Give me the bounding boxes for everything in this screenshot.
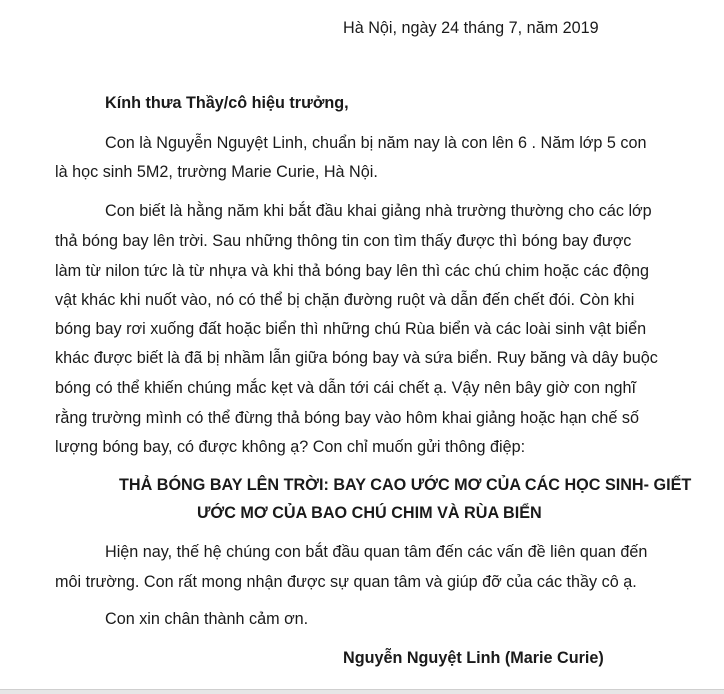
paragraph-2-line-7: bóng có thể khiến chúng mắc kẹt và dẫn tới cái chết ạ. Vậy nên bây giờ con nghĩ <box>55 379 636 397</box>
paragraph-2-line-6: khác được biết là đã bị nhầm lẫn giữa bóng bay và sứa biển. Ruy băng và dây buộc <box>55 349 658 367</box>
paragraph-2-line-8: rằng trường mình có thể đừng thả bóng bay vào hôm khai giảng hoặc hạn chế số <box>55 409 639 427</box>
paragraph-3-line-2: môi trường. Con rất mong nhận được sự quan tâm và giúp đỡ của các thầy cô ạ. <box>55 573 637 591</box>
paragraph-2-line-5: bóng bay rơi xuống đất hoặc biển thì những chú Rùa biển và các loài sinh vật biển <box>55 320 647 338</box>
paragraph-1-line-1: Con là Nguyễn Nguyệt Linh, chuẩn bị năm nay là con lên 6 . Năm lớp 5 con <box>105 134 647 152</box>
paragraph-2-line-4: vật khác khi nuốt vào, nó có thể bị chặn đường ruột và dẫn đến chết đói. Còn khi <box>55 291 635 309</box>
paragraph-2-line-3: làm từ nilon tức là từ nhựa và khi thả bóng bay lên thì các chú chim hoặc các động <box>55 262 650 280</box>
paragraph-2-line-1: Con biết là hằng năm khi bắt đầu khai giảng nhà trường thường cho các lớp <box>105 202 652 220</box>
paragraph-2-line-2: thả bóng bay lên trời. Sau những thông tin con tìm thấy được thì bóng bay được <box>55 232 632 250</box>
closing-line: Con xin chân thành cảm ơn. <box>105 610 309 628</box>
page-bottom-edge <box>0 689 724 694</box>
signature: Nguyễn Nguyệt Linh (Marie Curie) <box>343 649 604 667</box>
slogan-line-1: THẢ BÓNG BAY LÊN TRỜI: BAY CAO ƯỚC MƠ CỦA CÁC HỌC SINH- GIẾT <box>119 476 692 494</box>
salutation: Kính thưa Thầy/cô hiệu trưởng, <box>105 94 349 112</box>
paragraph-2-line-9: lượng bóng bay, có được không ạ? Con chỉ muốn gửi thông điệp: <box>55 438 526 456</box>
date-line: Hà Nội, ngày 24 tháng 7, năm 2019 <box>343 19 599 37</box>
paragraph-3-line-1: Hiện nay, thế hệ chúng con bắt đầu quan tâm đến các vấn đề liên quan đến <box>105 543 648 561</box>
paragraph-1-line-2: là học sinh 5M2, trường Marie Curie, Hà Nội. <box>55 163 378 181</box>
slogan-line-2: ƯỚC MƠ CỦA BAO CHÚ CHIM VÀ RÙA BIỂN <box>197 504 542 522</box>
